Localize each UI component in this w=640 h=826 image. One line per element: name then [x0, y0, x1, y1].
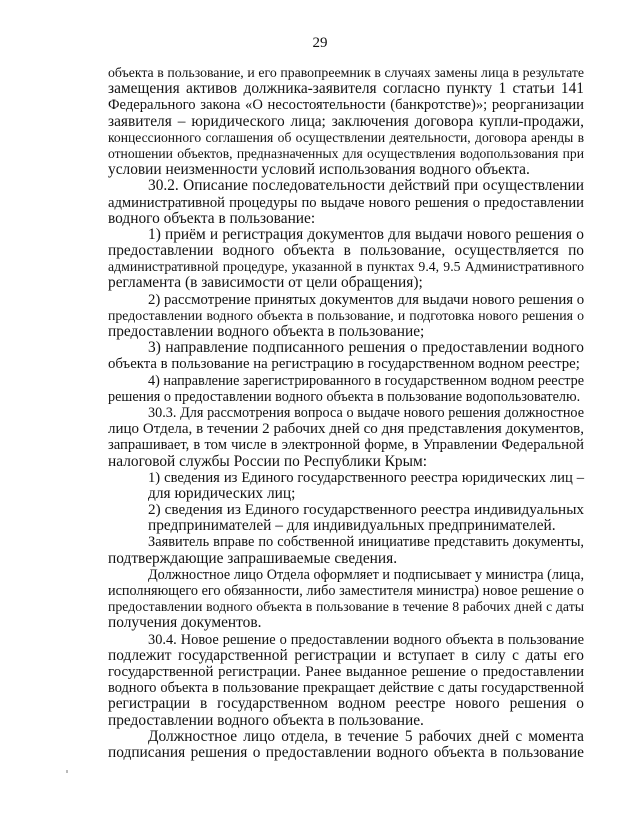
text-line: предоставлении водного объекта в пользование в течение 8 рабочих дней с даты — [108, 599, 584, 615]
text-line: Заявитель вправе по собственной инициативе представить документы, — [148, 534, 584, 551]
text-line: предоставлении водного объекта в пользование, и подготовка нового решения о — [108, 307, 584, 323]
text-line: подлежит государственной регистрации и вступает в силу с даты его — [108, 646, 584, 664]
text-line: административной процедуре, указанной в пунктах 9.4, 9.5 Административного — [108, 259, 584, 275]
text-line: концессионного соглашения об осуществлении деятельности, договора аренды в — [108, 129, 584, 145]
text-line: подтверждающие запрашиваемые сведения. — [108, 549, 398, 567]
text-line: предпринимателей – для индивидуальных предпринимателей. — [148, 517, 556, 535]
text-line: заявителя – юридического лица; заключения договора купли-продажи, — [108, 112, 584, 130]
text-line: 2) сведения из Единого государственного реестра индивидуальных — [148, 501, 584, 519]
text-line: водного объекта в пользование прекращает действие с даты государственной — [108, 680, 584, 697]
text-line: административной процедуры по выдаче нового решения о предоставлении — [108, 194, 584, 211]
text-line: Должностное лицо отдела, в течение 5 рабочих дней с момента — [148, 727, 584, 745]
page-number: 29 — [312, 35, 328, 51]
text-line: Федерального закона «О несостоятельности (банкротстве)»; реорганизации — [108, 97, 584, 114]
text-line: 30.3. Для рассмотрения вопроса о выдаче нового решения должностное — [148, 404, 584, 421]
text-line: условии неизменности условий использования водного объекта. — [108, 161, 530, 179]
text-line: для юридических лиц; — [148, 484, 296, 502]
text-line: 30.4. Новое решение о предоставлении водного объекта в пользование — [148, 631, 584, 648]
text-line: замещения активов должника-заявителя согласно пункту 1 статьи 141 — [108, 80, 584, 98]
text-line: подписания решения о предоставлении водного объекта в пользование — [108, 743, 584, 761]
text-line: получения документов. — [108, 614, 262, 632]
text-line: исполняющего его обязанности, либо заместителя министра) новое решение о — [108, 583, 584, 599]
text-line: 4) направление зарегистрированного в государственном водном реестре — [148, 372, 584, 389]
text-line: объекта в пользование, и его правопреемник в случаях замены лица в результате — [108, 65, 584, 80]
text-line: лицо Отдела, в течении 2 рабочих дней со дня представления документов, — [108, 421, 584, 438]
text-line: Должностное лицо Отдела оформляет и подписывает у министра (лица, — [148, 566, 584, 583]
text-line: регламента (в зависимости от цели обращения); — [108, 274, 423, 292]
text-line: решения о предоставлении водного объекта в пользование водопользователю. — [108, 388, 581, 405]
text-line: налоговой службы России по Республики Крым: — [108, 452, 427, 470]
text-line: предоставлении водного объекта в пользование; — [108, 323, 425, 340]
text-line: 1) приём и регистрация документов для выдачи нового решения о — [148, 225, 584, 243]
text-line: водного объекта в пользование: — [108, 209, 316, 227]
text-line: предоставлении водного объекта в пользование. — [108, 711, 424, 729]
text-line: 1) сведения из Единого государственного реестра юридических лиц – — [148, 469, 584, 486]
text-line: 30.2. Описание последовательности действий при осуществлении — [148, 177, 584, 195]
document-body — [108, 65, 584, 761]
text-line: запрашивает, в том числе в электронной форме, в Управлении Федеральной — [108, 437, 584, 454]
text-line: государственной регистрации. Ранее выданное решение о предоставлении — [108, 663, 584, 680]
text-line: объекта в пользование на регистрацию в государственном водном реестре; — [108, 356, 580, 373]
text-line: 2) рассмотрение принятых документов для выдачи нового решения о — [148, 291, 585, 308]
text-line: регистрации в государственном водном реестре нового решения о — [108, 695, 584, 713]
scan-artifact-mark — [66, 770, 68, 773]
text-line: предоставлении водного объекта в пользование, осуществляется по — [108, 242, 584, 260]
text-line: отношении объектов, предназначенных для осуществления водопользования при — [108, 145, 584, 161]
text-line: 3) направление подписанного решения о предоставлении водного — [148, 339, 584, 357]
